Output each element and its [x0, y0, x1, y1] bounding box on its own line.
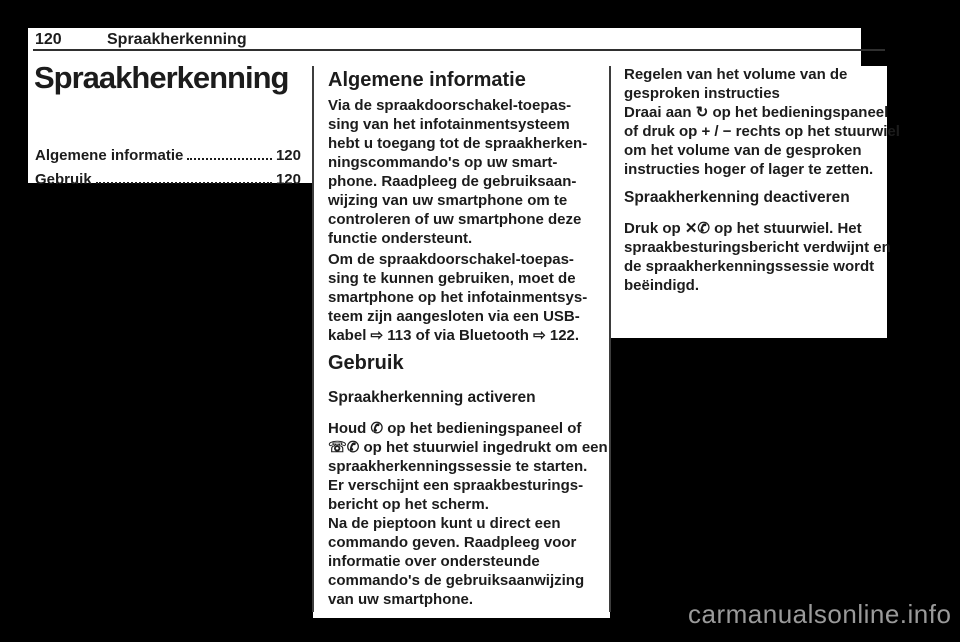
- text-line: kabel ⇨ 113 of via Bluetooth ⇨ 122.: [328, 327, 580, 344]
- text-line: ☏✆ op het stuurwiel ingedrukt om een: [328, 439, 608, 456]
- text-line: ningscommando's op uw smart-: [328, 154, 558, 171]
- text-line: gesproken instructies: [624, 85, 780, 102]
- text-line: Houd ✆ op het bedieningspaneel of: [328, 420, 582, 437]
- paragraph-general-info-1: [328, 96, 587, 248]
- toc-page-ref: 120: [275, 147, 301, 164]
- section-heading-gebruik: Gebruik: [328, 352, 404, 374]
- paragraph-deactiveren: [624, 219, 891, 295]
- chapter-header: Spraakherkenning: [107, 31, 247, 48]
- text-line: sing te kunnen gebruiken, moet de: [328, 270, 576, 287]
- header-rule: [33, 49, 885, 51]
- column-divider-left: [312, 66, 314, 612]
- text-line: de spraakherkenningssessie wordt: [624, 258, 875, 275]
- text-line: Er verschijnt een spraakbesturings-: [328, 477, 584, 494]
- column-divider-right: [609, 66, 611, 612]
- text-line: hebt u toegang tot de spraakherken-: [328, 135, 588, 152]
- document-title: Spraakherkenning: [34, 60, 289, 95]
- text-line: om het volume van de gesproken: [624, 142, 862, 159]
- toc-entry-gebruik: [35, 164, 301, 188]
- text-line: sing van het infotainmentsysteem: [328, 116, 570, 133]
- text-line: spraakbesturingsbericht verdwijnt en: [624, 239, 891, 256]
- page-region-header-right: [610, 28, 861, 66]
- toc-page-ref: 120: [275, 171, 301, 188]
- text-line: van uw smartphone.: [328, 591, 474, 608]
- toc-dot-leader: [96, 182, 272, 184]
- toc-dot-leader: [187, 158, 272, 160]
- text-line: commando's de gebruiksaanwijzing: [328, 572, 585, 589]
- toc-label: Algemene informatie: [35, 147, 184, 164]
- text-line: Druk op ✕✆ op het stuurwiel. Het: [624, 220, 862, 237]
- toc-label: Gebruik: [35, 171, 92, 188]
- text-line: commando geven. Raadpleeg voor: [328, 534, 577, 551]
- text-line: controleren of uw smartphone deze: [328, 211, 582, 228]
- text-line: spraakherkenningssessie te starten.: [328, 458, 588, 475]
- text-line: phone. Raadpleeg de gebruiksaan-: [328, 173, 577, 190]
- text-line: of druk op + / − rechts op het stuurwiel: [624, 123, 900, 140]
- text-line: Draai aan ↻ op het bedieningspaneel: [624, 104, 889, 121]
- text-line: beëindigd.: [624, 277, 699, 294]
- text-line: instructies hoger of lager te zetten.: [624, 161, 874, 178]
- site-watermark: carmanualsonline.info: [688, 599, 952, 629]
- text-line: Regelen van het volume van de: [624, 66, 848, 83]
- section-heading-algemene-informatie: Algemene informatie: [328, 69, 526, 91]
- text-line: informatie over ondersteunde: [328, 553, 540, 570]
- text-line: teem zijn aangesloten via een USB-: [328, 308, 580, 325]
- paragraph-activeren-1: [328, 419, 608, 514]
- subsection-heading-deactiveren: Spraakherkenning deactiveren: [624, 189, 850, 206]
- page-number: 120: [35, 31, 62, 48]
- text-line: bericht op het scherm.: [328, 496, 489, 513]
- paragraph-activeren-2: [328, 514, 584, 609]
- toc-entry-algemene-informatie: [35, 140, 301, 164]
- text-line: Via de spraakdoorschakel-toepas-: [328, 97, 572, 114]
- paragraph-general-info-2: [328, 250, 587, 345]
- subsection-heading-activeren: Spraakherkenning activeren: [328, 389, 536, 406]
- text-line: functie ondersteunt.: [328, 230, 473, 247]
- text-line: Na de pieptoon kunt u direct een: [328, 515, 561, 532]
- paragraph-volume: [624, 103, 900, 179]
- text-line: smartphone op het infotainmentsys-: [328, 289, 588, 306]
- text-line: Om de spraakdoorschakel-toepas-: [328, 251, 574, 268]
- text-line: wijzing van uw smartphone om te: [328, 192, 568, 209]
- table-of-contents: [35, 140, 301, 188]
- subsection-heading-volume: [624, 65, 847, 103]
